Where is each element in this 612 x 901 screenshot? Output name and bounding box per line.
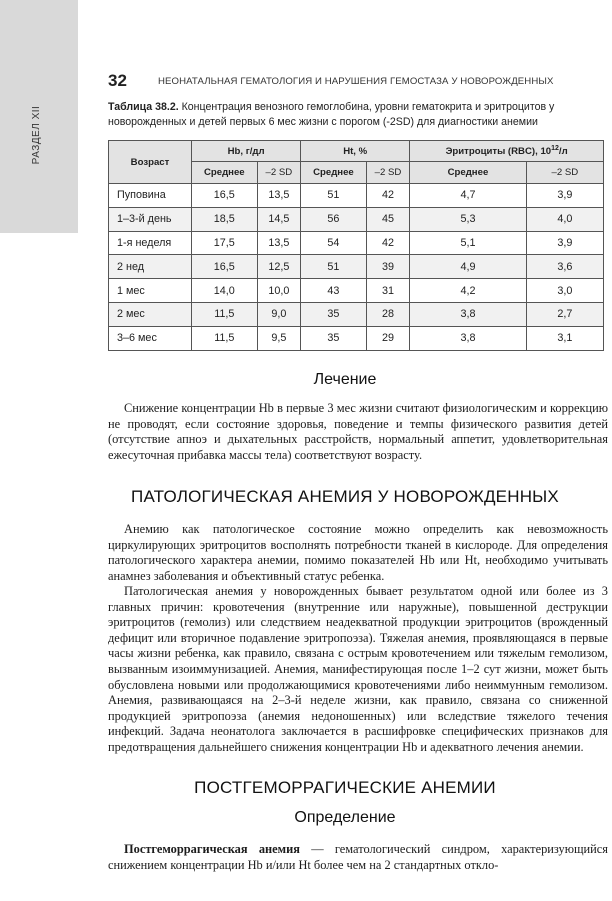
page-number: 32 — [108, 71, 127, 90]
header-hb: Hb, г/дл — [192, 141, 301, 162]
cell-ht-mean: 51 — [301, 184, 367, 208]
cell-rbc-sd: 3,1 — [526, 326, 603, 350]
cell-rbc-sd: 3,0 — [526, 279, 603, 303]
cell-rbc-mean: 3,8 — [410, 326, 526, 350]
header-rbc — [410, 141, 604, 162]
header-ht-sd: –2 SD — [366, 162, 410, 184]
definition-term: Постгеморрагическая анемия — [124, 842, 300, 856]
cell-ht-mean: 35 — [301, 302, 367, 326]
cell-ht-sd: 28 — [366, 302, 410, 326]
pathological-paragraph-2: Патологическая анемия у новорожденных бывает результатом одной или более из 3 главных причин: кровотечения (внутренние или наружные), повышенной деструкции эритроцитов (гемолиз) или следствием неадекватной продукции эритроцитов (врожденный дефицит или вторичное подавление эритропоэза). Тяжелая анемия, проявляющаяся в первые часы жизни ребенка, как правило, связана с острым кровотечением или тяжелым гемолизом, вызванным изоиммунизацией. Анемия, манифестирующая после 1–2 сут жизни, может быть обусловлена новыми или продолжающимися кровотечениями либо неиммунным гемолизом. Анемия, развивающаяся на 2–3-й неделе жизни, как правило, связана со сниженной продукцией эритропоэза (анемия недоношенных) или вследствие тяжелого течения инфекций. Задача неонатолога заключается в расшифровке специфических признаков для предотвращения дальнейшего снижения концентрации Hb и адекватного лечения анемии. — [108, 584, 608, 754]
pathological-anemia-title: ПАТОЛОГИЧЕСКАЯ АНЕМИЯ У НОВОРОЖДЕННЫХ — [131, 487, 559, 506]
cell-hb-sd: 12,5 — [257, 255, 301, 279]
treatment-title: Лечение — [313, 371, 377, 388]
cell-hb-sd: 13,5 — [257, 231, 301, 255]
cell-rbc-mean: 4,2 — [410, 279, 526, 303]
posthemorrhagic-title: ПОСТГЕМОРРАГИЧЕСКИЕ АНЕМИИ — [194, 778, 496, 797]
header-rbc-prefix: Эритроциты (RBC), 10 — [445, 146, 552, 158]
cell-ht-sd: 31 — [366, 279, 410, 303]
cell-hb-sd: 13,5 — [257, 184, 301, 208]
definition-paragraph — [108, 842, 608, 873]
header-rbc-exp: 12 — [551, 144, 559, 152]
table-caption-label: Таблица 38.2. — [108, 101, 179, 113]
cell-rbc-mean: 5,3 — [410, 207, 526, 231]
header-rbc-sd: –2 SD — [526, 162, 603, 184]
cell-age: 3–6 мес — [109, 326, 192, 350]
cell-rbc-mean: 3,8 — [410, 302, 526, 326]
cell-hb-mean: 11,5 — [192, 302, 258, 326]
cell-ht-mean: 54 — [301, 231, 367, 255]
header-ht: Ht, % — [301, 141, 410, 162]
table-row — [109, 302, 604, 326]
cell-rbc-mean: 5,1 — [410, 231, 526, 255]
definition-text: — гематологический синдром, характеризующийся снижением концентрации Hb и/или Ht более чем на 2 стандартных откло- — [108, 842, 608, 872]
cell-ht-mean: 35 — [301, 326, 367, 350]
pathological-paragraph-1: Анемию как патологическое состояние можно определить как невозможность циркулирующих эритроцитов восполнять потребности тканей в кислороде. Для определения патологического характера анемии, помимо показателей Hb или Ht, необходимо учитывать анамнез заболевания и объективный статус ребенка. — [108, 522, 608, 583]
cell-ht-sd: 42 — [366, 184, 410, 208]
running-head: НЕОНАТАЛЬНАЯ ГЕМАТОЛОГИЯ И НАРУШЕНИЯ ГЕМОСТАЗА У НОВОРОЖДЕННЫХ — [158, 76, 554, 87]
hemoglobin-table — [108, 140, 604, 351]
cell-age: 2 мес — [109, 302, 192, 326]
table-row — [109, 184, 604, 208]
table-caption — [108, 100, 608, 130]
table-row — [109, 231, 604, 255]
table-caption-text: Концентрация венозного гемоглобина, уровни гематокрита и эритроцитов у новорожденных и детей первых 6 мес жизни с порогом (-2SD) для диагностики анемии — [108, 101, 555, 128]
cell-hb-mean: 17,5 — [192, 231, 258, 255]
header-ht-mean: Среднее — [301, 162, 367, 184]
cell-ht-sd: 45 — [366, 207, 410, 231]
cell-age: 1-я неделя — [109, 231, 192, 255]
cell-hb-mean: 11,5 — [192, 326, 258, 350]
cell-hb-mean: 16,5 — [192, 184, 258, 208]
header-rbc-suffix: /л — [558, 146, 568, 158]
header-hb-sd: –2 SD — [257, 162, 301, 184]
cell-hb-sd: 9,5 — [257, 326, 301, 350]
header-rbc-mean: Среднее — [410, 162, 526, 184]
cell-hb-mean: 16,5 — [192, 255, 258, 279]
table-row — [109, 326, 604, 350]
definition-subtitle: Определение — [294, 809, 396, 826]
cell-hb-mean: 14,0 — [192, 279, 258, 303]
cell-ht-mean: 43 — [301, 279, 367, 303]
treatment-paragraph: Снижение концентрации Hb в первые 3 мес жизни считают физиологическим и коррекцию не проводят, если состояние здоровья, поведение и темпы физического развития детей (отсутствие апноэ и дыхательных расстройств, нормальный аппетит, удовлетворительная ежесуточная прибавка массы тела) соответствуют возрасту. — [108, 401, 608, 462]
cell-rbc-sd: 3,9 — [526, 184, 603, 208]
cell-rbc-mean: 4,9 — [410, 255, 526, 279]
cell-rbc-sd: 2,7 — [526, 302, 603, 326]
cell-hb-sd: 14,5 — [257, 207, 301, 231]
cell-ht-mean: 56 — [301, 207, 367, 231]
cell-ht-sd: 39 — [366, 255, 410, 279]
cell-age: Пуповина — [109, 184, 192, 208]
cell-age: 1–3-й день — [109, 207, 192, 231]
cell-rbc-sd: 3,9 — [526, 231, 603, 255]
header-age: Возраст — [109, 141, 192, 184]
cell-age: 1 мес — [109, 279, 192, 303]
cell-hb-sd: 9,0 — [257, 302, 301, 326]
cell-rbc-sd: 3,6 — [526, 255, 603, 279]
table-row — [109, 207, 604, 231]
table-row — [109, 279, 604, 303]
cell-ht-sd: 29 — [366, 326, 410, 350]
table-row — [109, 255, 604, 279]
cell-rbc-sd: 4,0 — [526, 207, 603, 231]
cell-hb-mean: 18,5 — [192, 207, 258, 231]
cell-ht-mean: 51 — [301, 255, 367, 279]
header-hb-mean: Среднее — [192, 162, 258, 184]
cell-rbc-mean: 4,7 — [410, 184, 526, 208]
cell-ht-sd: 42 — [366, 231, 410, 255]
section-side-label: РАЗДЕЛ XII — [31, 105, 42, 165]
cell-hb-sd: 10,0 — [257, 279, 301, 303]
cell-age: 2 нед — [109, 255, 192, 279]
